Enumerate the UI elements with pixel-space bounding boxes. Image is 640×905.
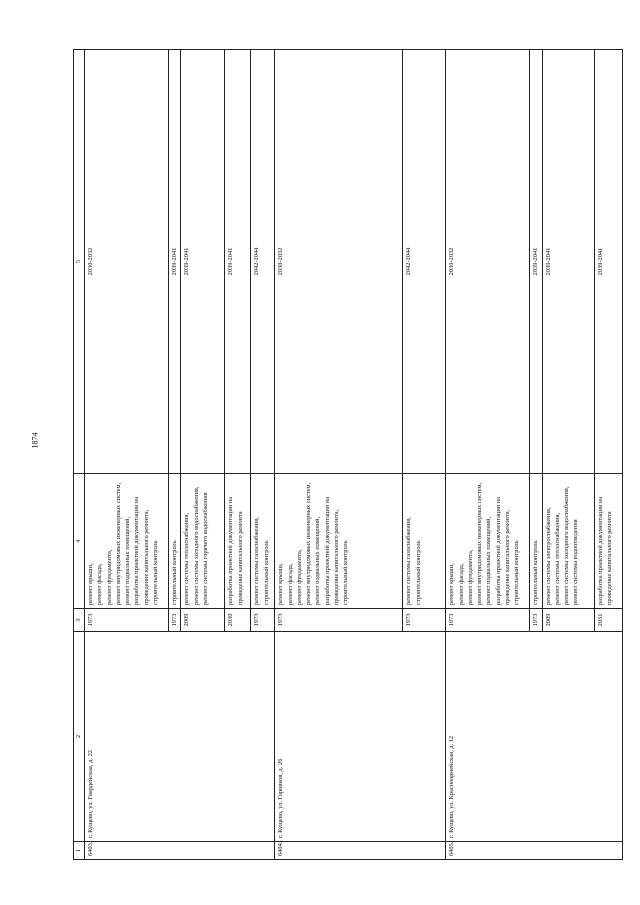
work-types [85, 474, 169, 609]
work-item: ремонт системы газоснабжения, [405, 517, 413, 605]
commissioning-year: 1973 [403, 609, 446, 632]
work-item: ремонт крыши, [87, 563, 94, 605]
work-item: строительный контроль [262, 540, 270, 605]
work-item: ремонт внутридомовых инженерных систем, [476, 482, 484, 605]
repair-period: 2039-2041 [169, 50, 181, 474]
work-item: строительный контроль [171, 540, 178, 605]
work-item: ремонт крыши, [448, 563, 456, 605]
work-item: строительный контроль [532, 540, 540, 605]
work-types [403, 474, 446, 609]
repair-period: 2042-2044 [403, 50, 446, 474]
header-row [74, 50, 85, 860]
record-address: г. Кущево, ул. Горняков, д. 26 [275, 632, 446, 842]
header-cell: 4 [74, 474, 85, 609]
commissioning-year: 2031 [594, 609, 622, 632]
work-item: ремонт системы электроснабжения, [544, 507, 552, 605]
commissioning-year: 2009 [542, 609, 594, 632]
work-item: ремонт системы теплоснабжения, [183, 512, 191, 605]
work-item: ремонт фасада, [96, 563, 104, 605]
work-item: разработка проектной документации на [133, 496, 141, 605]
commissioning-year: 2009 [181, 609, 225, 632]
repair-period: 2042-2044 [251, 50, 275, 474]
commissioning-year: 1973 [275, 609, 403, 632]
work-types [251, 474, 275, 609]
work-item: ремонт фасада, [286, 563, 294, 605]
repair-schedule-table [73, 49, 623, 860]
work-item: ремонт подвальных помещений, [124, 516, 132, 605]
work-types [181, 474, 225, 609]
work-item: ремонт фасада, [457, 563, 465, 605]
work-types [169, 474, 181, 609]
work-item: строительный контроль [151, 540, 159, 605]
work-item: разработка проектной документации на [227, 496, 235, 605]
work-item: ремонт фундамента, [466, 549, 474, 605]
work-item: ремонт крыши, [277, 563, 285, 605]
work-item: ремонт системы газоснабжения, [253, 517, 261, 605]
header-cell: 1 [74, 842, 85, 860]
page-number: 1874 [30, 432, 40, 449]
work-item: разработка проектной документации на [596, 496, 604, 605]
table-row [275, 50, 403, 860]
work-types [594, 474, 622, 609]
header-cell: 3 [74, 609, 85, 632]
work-item: строительный контроль [414, 540, 422, 605]
header-cell: 5 [74, 50, 85, 474]
work-types [446, 474, 530, 609]
table-row [85, 50, 169, 860]
repair-period: 2039-2041 [594, 50, 622, 474]
commissioning-year: 1973 [530, 609, 542, 632]
work-types [530, 474, 542, 609]
work-item: ремонт внутридомовых инженерных систем, [305, 482, 313, 605]
work-item: ремонт системы холодного водоснабжения, [563, 486, 571, 605]
work-item: проведение капитального ремонта, [503, 509, 511, 605]
work-item: ремонт системы горячего водоснабжения [201, 492, 209, 605]
work-types [542, 474, 594, 609]
record-number: 6403. [85, 842, 275, 860]
work-item: ремонт системы теплоснабжения, [553, 512, 561, 605]
commissioning-year: 1973 [169, 609, 181, 632]
work-item: строительный контроль [342, 540, 350, 605]
work-item: проведение капитального ремонта, [332, 509, 340, 605]
work-item: проведение капитального ремонта [236, 511, 244, 605]
repair-period: 2039-2041 [530, 50, 542, 474]
work-item: ремонт фундамента, [105, 549, 113, 605]
work-item: строительный контроль [513, 540, 521, 605]
repair-period: 2039-2041 [225, 50, 251, 474]
repair-period: 2039-2041 [542, 50, 594, 474]
header-cell: 2 [74, 632, 85, 842]
work-item: ремонт внутридомовых инженерных систем, [114, 482, 122, 605]
work-item: ремонт системы водоотведения [572, 519, 580, 605]
work-item: разработка проектной документации на [323, 496, 331, 605]
repair-period: 2030-2032 [446, 50, 530, 474]
commissioning-year: 2030 [225, 609, 251, 632]
commissioning-year: 1973 [85, 609, 169, 632]
work-item: ремонт подвальных помещений, [314, 516, 322, 605]
repair-period: 2039-2041 [181, 50, 225, 474]
commissioning-year: 1973 [251, 609, 275, 632]
repair-period: 2030-2032 [275, 50, 403, 474]
work-item: разработка проектной документации на [494, 496, 502, 605]
rotated-table-wrapper [73, 50, 613, 860]
work-item: ремонт подвальных помещений, [485, 516, 493, 605]
commissioning-year: 1973 [446, 609, 530, 632]
table-row [446, 50, 530, 860]
record-address: г. Кущево, ул. Гвардейская, д. 22 [85, 632, 275, 842]
work-item: ремонт фундамента, [295, 549, 303, 605]
repair-period: 2030-2032 [85, 50, 169, 474]
record-number: 6404. [275, 842, 446, 860]
work-item: ремонт системы холодного водоснабжения, [192, 486, 200, 605]
work-item: проведение капитального ремонта [605, 511, 613, 605]
work-item: проведение капитального ремонта, [142, 509, 150, 605]
work-types [275, 474, 403, 609]
record-number: 6405. [446, 842, 622, 860]
record-address: г. Кущево, ул. Красноармейская, д. 12 [446, 632, 622, 842]
work-types [225, 474, 251, 609]
